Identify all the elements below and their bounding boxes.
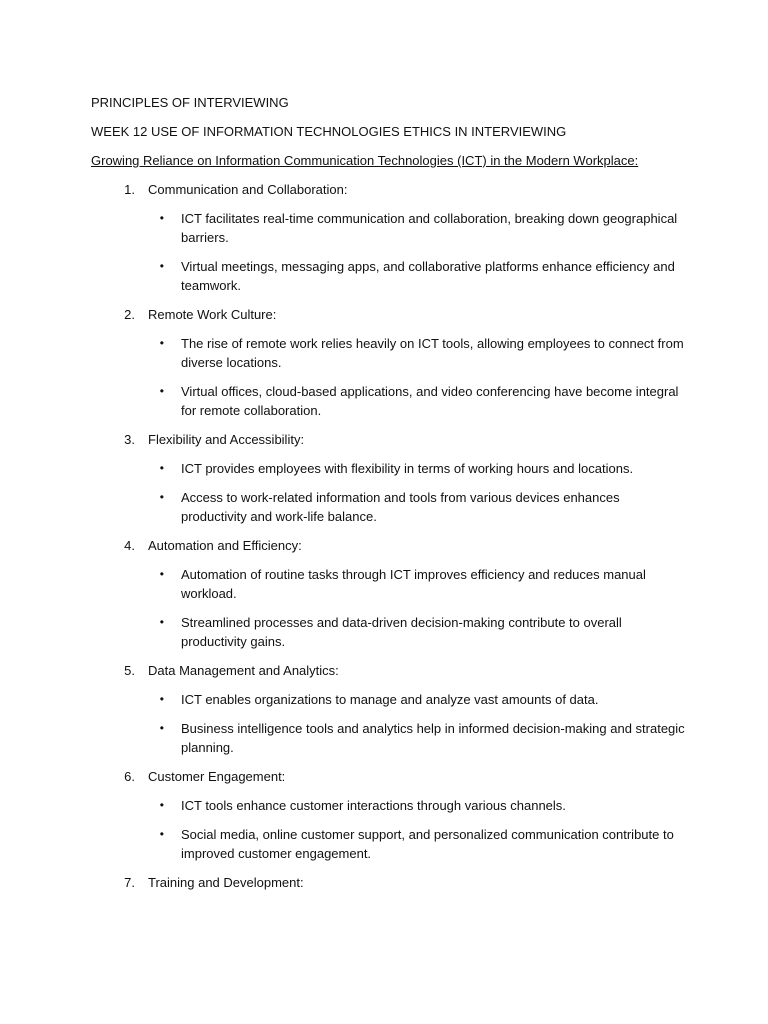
list-item-number: 3. [124, 432, 135, 447]
bullet-icon: • [159, 721, 164, 735]
bullet-text: ICT facilitates real-time communication and collaboration, breaking down geographical barriers. [181, 211, 678, 245]
document-subtitle: WEEK 12 USE OF INFORMATION TECHNOLOGIES ETHICS IN INTERVIEWING [91, 124, 567, 139]
bullet-item [91, 565, 688, 603]
bullet-icon: • [159, 798, 164, 812]
list-item-header [91, 873, 688, 892]
list-item [91, 305, 688, 420]
list-item [91, 180, 688, 295]
bullet-item [91, 825, 688, 863]
bullet-item [91, 719, 688, 757]
bullet-icon: • [159, 567, 164, 581]
bullet-icon: • [159, 692, 164, 706]
list-item [91, 430, 688, 526]
list-item-header [91, 430, 688, 449]
bullet-icon: • [159, 336, 164, 350]
list-item-heading: Flexibility and Accessibility: [148, 432, 305, 447]
list-item-heading: Training and Development: [148, 875, 304, 890]
list-item-number: 6. [124, 769, 135, 784]
bullet-list [91, 796, 688, 863]
bullet-list [91, 209, 688, 295]
bullet-item [91, 613, 688, 651]
bullet-icon: • [159, 211, 164, 225]
list-item-number: 2. [124, 307, 135, 322]
bullet-icon: • [159, 827, 164, 841]
list-item-header [91, 661, 688, 680]
bullet-text: Streamlined processes and data-driven decision-making contribute to overall productivity gains. [181, 615, 622, 649]
bullet-text: ICT enables organizations to manage and analyze vast amounts of data. [181, 692, 599, 707]
bullet-item [91, 257, 688, 295]
bullet-text: ICT tools enhance customer interactions through various channels. [181, 798, 566, 813]
bullet-icon: • [159, 384, 164, 398]
bullet-list [91, 690, 688, 757]
bullet-text: The rise of remote work relies heavily on ICT tools, allowing employees to connect from diverse locations. [181, 336, 684, 370]
bullet-item [91, 796, 688, 815]
bullet-text: Social media, online customer support, and personalized communication contribute to improved customer engagement. [181, 827, 674, 861]
section-heading: Growing Reliance on Information Communication Technologies (ICT) in the Modern Workplace: [91, 153, 639, 168]
list-item-heading: Automation and Efficiency: [148, 538, 302, 553]
list-item-header [91, 536, 688, 555]
bullet-icon: • [159, 259, 164, 273]
list-item [91, 873, 688, 892]
list-item-number: 4. [124, 538, 135, 553]
bullet-icon: • [159, 461, 164, 475]
list-item-heading: Customer Engagement: [148, 769, 286, 784]
bullet-icon: • [159, 615, 164, 629]
bullet-text: Virtual meetings, messaging apps, and collaborative platforms enhance efficiency and teamwork. [181, 259, 675, 293]
list-item-number: 5. [124, 663, 135, 678]
bullet-icon: • [159, 490, 164, 504]
bullet-text: Business intelligence tools and analytics help in informed decision-making and strategic planning. [181, 721, 685, 755]
list-item-heading: Communication and Collaboration: [148, 182, 348, 197]
bullet-list [91, 565, 688, 651]
bullet-item [91, 690, 688, 709]
numbered-list [91, 180, 688, 892]
list-item-heading: Data Management and Analytics: [148, 663, 339, 678]
bullet-item [91, 382, 688, 420]
bullet-list [91, 334, 688, 420]
list-item-number: 1. [124, 182, 135, 197]
bullet-item [91, 209, 688, 247]
list-item [91, 767, 688, 863]
list-item-header [91, 305, 688, 324]
bullet-item [91, 488, 688, 526]
list-item-header [91, 767, 688, 786]
document-title: PRINCIPLES OF INTERVIEWING [91, 95, 289, 110]
bullet-item [91, 459, 688, 478]
bullet-text: ICT provides employees with flexibility in terms of working hours and locations. [181, 461, 634, 476]
list-item-header [91, 180, 688, 199]
list-item [91, 661, 688, 757]
bullet-list [91, 459, 688, 526]
list-item-heading: Remote Work Culture: [148, 307, 277, 322]
bullet-text: Virtual offices, cloud-based applications, and video conferencing have become integral for remote collaboration. [181, 384, 679, 418]
bullet-text: Automation of routine tasks through ICT improves efficiency and reduces manual workload. [181, 567, 646, 601]
list-item-number: 7. [124, 875, 135, 890]
bullet-text: Access to work-related information and tools from various devices enhances productivity and work-life balance. [181, 490, 620, 524]
list-item [91, 536, 688, 651]
bullet-item [91, 334, 688, 372]
